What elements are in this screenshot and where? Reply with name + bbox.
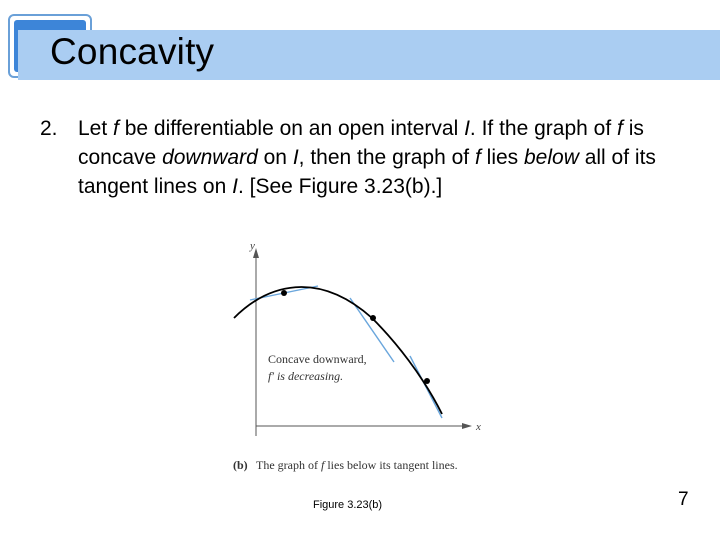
figure-reference: Figure 3.23(b)	[313, 499, 383, 511]
tangent-point-2	[370, 315, 376, 321]
text-run: I	[292, 146, 299, 169]
text-run: downward	[162, 146, 258, 169]
text-run: . [See Figure 3.23(b).]	[237, 175, 443, 198]
caption-run: lies below its tangent lines.	[324, 458, 458, 472]
tangent-point-3	[424, 378, 430, 384]
concave-down-curve	[234, 287, 442, 414]
text-run: below	[524, 146, 579, 169]
annotation-line-2: f′ is decreasing.	[268, 369, 344, 383]
x-axis-arrow	[462, 423, 472, 429]
y-axis-label: y	[250, 240, 255, 252]
caption-run: The graph of	[256, 458, 321, 472]
text-run: , then the graph of	[298, 146, 475, 169]
text-run: I	[232, 175, 238, 198]
slide-title: Concavity	[50, 31, 215, 72]
tangent-point-1	[281, 290, 287, 296]
list-item-text	[78, 114, 680, 201]
text-run: on	[257, 146, 293, 169]
text-run: . If the graph of	[469, 117, 618, 140]
text-run: I	[464, 117, 470, 140]
text-run: f	[474, 146, 481, 169]
x-axis-label: x	[476, 421, 481, 433]
text-run: f	[617, 117, 623, 140]
list-item-2	[40, 114, 680, 201]
text-run: Let	[78, 117, 114, 140]
figure-caption-text	[256, 458, 458, 472]
page-number: 7	[678, 489, 689, 510]
concavity-figure	[228, 236, 508, 486]
text-run: all of its tangent lines on	[78, 146, 656, 198]
text-run: is concave	[78, 117, 644, 169]
text-run: f	[113, 117, 119, 140]
list-item-number: 2.	[40, 117, 58, 140]
annotation-line-1: Concave downward,	[268, 352, 367, 366]
figure-caption-tag: (b)	[233, 458, 248, 472]
caption-run: f	[320, 458, 325, 472]
text-run: be differentiable on an open interval	[118, 117, 465, 140]
text-run: lies	[480, 146, 524, 169]
